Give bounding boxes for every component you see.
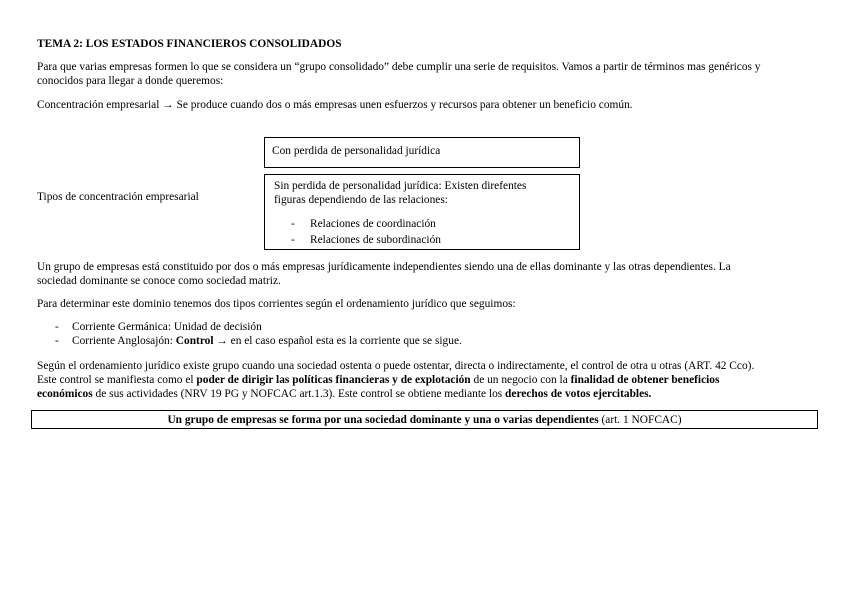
- list-dash: -: [55, 335, 59, 347]
- arrow-icon: →: [162, 99, 174, 111]
- grupo-line-2: sociedad dominante se conoce como sociedad matriz.: [37, 275, 281, 287]
- segun-line3-bold2: derechos de votos ejercitables.: [505, 388, 652, 400]
- intro-line-2: conocidos para llegar a donde queremos:: [37, 75, 224, 87]
- final-statement-ref: (art. 1 NOFCAC): [598, 414, 682, 426]
- corriente-germanica: Corriente Germánica: Unidad de decisión: [72, 321, 262, 333]
- box-con-perdida-text: Con perdida de personalidad jurídica: [272, 145, 441, 157]
- corriente2-bold: Control: [175, 335, 214, 347]
- concentracion-text: Se produce cuando dos o más empresas unen esfuerzos y recursos para obtener un beneficio común.: [176, 99, 633, 111]
- segun-line-3: [37, 387, 651, 401]
- list-dash: -: [55, 321, 59, 333]
- final-statement-box: [31, 410, 818, 429]
- segun-line-2: [37, 373, 719, 387]
- list-dash: -: [291, 234, 295, 246]
- segun-line2-bold1: poder de dirigir las políticas financieras y de explotación: [196, 374, 471, 386]
- box-sin-line-2: figuras dependiendo de las relaciones:: [274, 194, 448, 206]
- segun-line3-mid: de sus actividades (NRV 19 PG y NOFCAC art.1.3). Este control se obtiene mediante los: [92, 388, 506, 400]
- list-dash: -: [291, 218, 295, 230]
- final-statement-bold: Un grupo de empresas se forma por una sociedad dominante y una o varias dependientes: [167, 414, 599, 426]
- corriente-anglosajon: [72, 334, 462, 348]
- dominio-line: Para determinar este dominio tenemos dos tipos corrientes según el ordenamiento jurídico que seguimos:: [37, 298, 516, 310]
- tipos-label: Tipos de concentración empresarial: [37, 191, 199, 203]
- box-sin-perdida: [264, 174, 580, 250]
- concentracion-paragraph: [37, 98, 633, 112]
- segun-line2-bold2: finalidad de obtener beneficios: [570, 374, 720, 386]
- segun-line2-pre: Este control se manifiesta como el: [37, 374, 197, 386]
- arrow-icon: →: [216, 335, 228, 347]
- page-title: TEMA 2: LOS ESTADOS FINANCIEROS CONSOLIDADOS: [37, 38, 342, 50]
- box-con-perdida: [264, 137, 580, 168]
- box-sin-item-2: Relaciones de subordinación: [310, 234, 441, 246]
- intro-line-1: Para que varias empresas formen lo que se considera un “grupo consolidado” debe cumplir una serie de requisitos. Vamos a partir de términos mas genéricos y: [37, 61, 761, 73]
- box-sin-item-1: Relaciones de coordinación: [310, 218, 436, 230]
- corriente2-pre: Corriente Anglosajón:: [72, 335, 176, 347]
- grupo-line-1: Un grupo de empresas está constituido por dos o más empresas jurídicamente independientes siendo una de ellas dominante y las otras dependientes. La: [37, 261, 731, 273]
- concentracion-label: Concentración empresarial: [37, 99, 160, 111]
- segun-line3-bold: económicos: [37, 388, 93, 400]
- segun-line-1: Según el ordenamiento jurídico existe grupo cuando una sociedad ostenta o puede ostentar, directa o indirectamente, el control de otra u otras (ART. 42 Cco).: [37, 360, 755, 372]
- final-statement: [32, 413, 817, 427]
- box-sin-line-1: Sin perdida de personalidad jurídica: Existen direfentes: [274, 180, 527, 192]
- corriente2-post: en el caso español esta es la corriente que se sigue.: [227, 335, 462, 347]
- segun-line2-mid: de un negocio con la: [470, 374, 571, 386]
